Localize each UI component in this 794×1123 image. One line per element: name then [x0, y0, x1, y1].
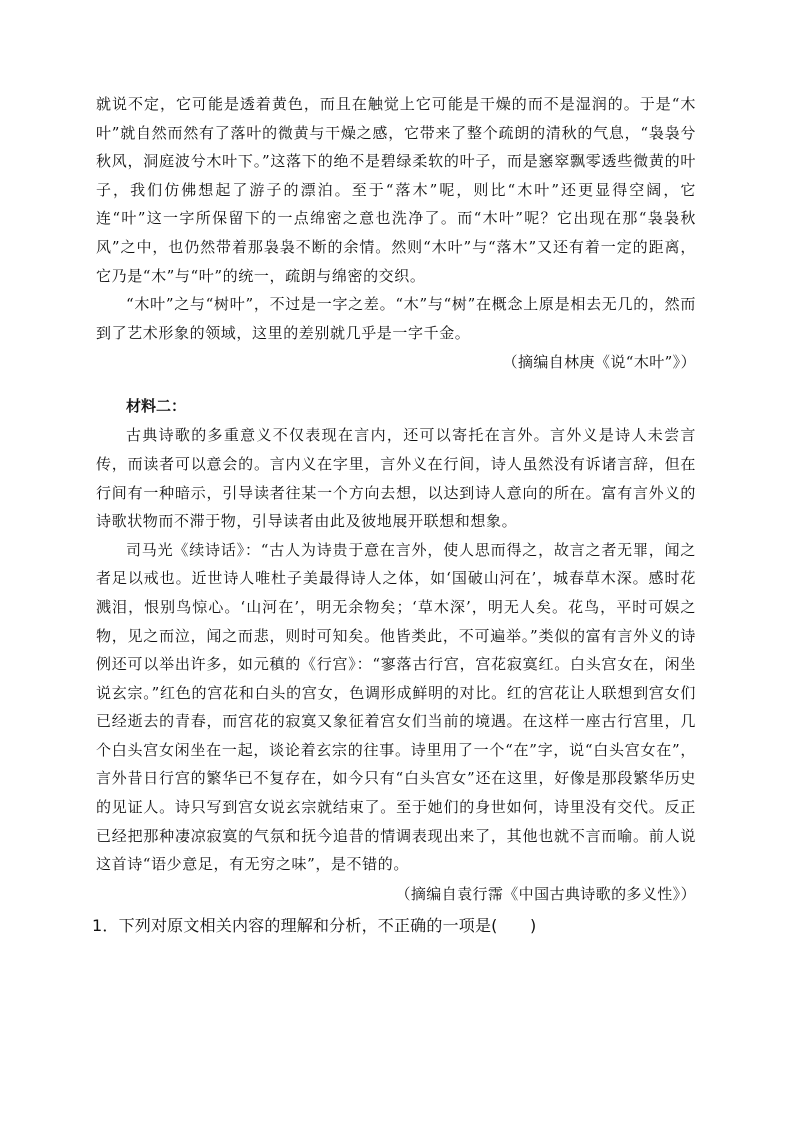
material-2-paragraph-1: 古典诗歌的多重意义不仅表现在言内，还可以寄托在言外。言外义是诗人未尝言传，而读者可以意会的。言内义在字里，言外义在行间，诗人虽然没有诉诸言辞，但在行间有一种暗示，引导读者往某一个方向去想，以达到诗人意向的所在。富有言外义的诗歌状物而不滞于物，引导读者由此及彼地展开联想和想象。	[96, 426, 696, 531]
article-paragraph-2: “木叶”之与“树叶”，不过是一字之差。“木”与“树”在概念上原是相去无几的，然而到了艺术形象的领域，这里的差别就几乎是一字千金。	[96, 295, 696, 342]
article-source-citation: （摘编自林庚《说“木叶”》）	[502, 353, 696, 372]
material-2-source-citation: （摘编自袁行霈《中国古典诗歌的多义性》）	[395, 884, 696, 903]
document-page	[92, 90, 696, 941]
article-paragraph-1: 就说不定，它可能是透着黄色，而且在触觉上它可能是干燥的而不是湿润的。于是“木叶”就自然而然有了落叶的微黄与干燥之感，它带来了整个疏朗的清秋的气息，“袅袅兮秋风，洞庭波兮木叶下。”这落下的绝不是碧绿柔软的叶子，而是窸窣飘零透些微黄的叶子，我们仿佛想起了游子的漂泊。至于“落木”呢，则比“木叶”还更显得空阔，它连“叶”这一字所保留下的一点绵密之意也洗净了。而“木叶”呢？它出现在那“袅袅秋风”之中，也仍然带着那袅袅不断的余情。然则“木叶”与“落木”又还有着一定的距离，它乃是“木”与“叶”的统一，疏朗与绵密的交织。	[96, 95, 696, 285]
material-2-paragraph-2: 司马光《续诗话》：“古人为诗贵于意在言外，使人思而得之，故言之者无罪，闻之者足以戒也。近世诗人唯杜子美最得诗人之体，如‘国破山河在’，城春草木深。感时花溅泪，恨别鸟惊心。‘山河在’，明无余物矣；‘草木深’，明无人矣。花鸟，平时可娱之物，见之而泣，闻之而悲，则时可知矣。他皆类此，不可遍举。”类似的富有言外义的诗例还可以举出许多，如元稹的《行宫》：“寥落古行宫，宫花寂寞红。白头宫女在，闲坐说玄宗。”红色的宫花和白头的宫女，色调形成鲜明的对比。红的宫花让人联想到宫女们已经逝去的青春，而宫花的寂寞又象征着宫女们当前的境遇。在这样一座古行宫里，几个白头宫女闲坐在一起，谈论着玄宗的往事。诗里用了一个“在”字，说“白头宫女在”，言外昔日行宫的繁华已不复存在，如今只有“白头宫女”还在这里，好像是那段繁华历史的见证人。诗只写到宫女说玄宗就结束了。至于她们的身世如何，诗里没有交代。反正已经把那种凄凉寂寞的气氛和抚今追昔的情调表现出来了，其他也就不言而喻。前人说这首诗“语少意足，有无穷之味”，是不错的。	[96, 540, 696, 874]
question-1: 1．下列对原文相关内容的理解和分析，不正确的一项是( )	[92, 915, 537, 935]
material-2-heading: 材料二：	[126, 397, 187, 416]
